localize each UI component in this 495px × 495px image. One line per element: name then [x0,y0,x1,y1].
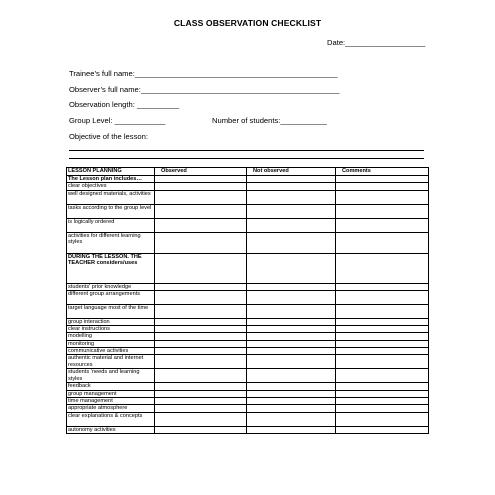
row-criterion: monitoring [67,340,155,347]
table-row [67,253,429,283]
row-criterion: group interaction [67,318,155,325]
header-not-observed: Not observed [247,168,336,176]
comments-cell[interactable] [336,318,429,325]
table-row [67,426,429,433]
row-criterion: different group arrangements [67,290,155,304]
observed-cell[interactable] [155,190,247,204]
observed-cell[interactable] [155,318,247,325]
row-criterion: well designed materials, activities [67,190,155,204]
observed-cell[interactable] [155,412,247,426]
not-observed-cell[interactable] [247,348,336,355]
observed-cell[interactable] [155,253,247,283]
observed-cell[interactable] [155,204,247,218]
row-criterion: students ‘needs and learning styles [67,369,155,383]
table-row [67,290,429,304]
not-observed-cell[interactable] [247,318,336,325]
comments-cell[interactable] [336,283,429,290]
row-criterion: time management [67,397,155,404]
table-row [67,218,429,232]
not-observed-cell[interactable] [247,283,336,290]
table-body [67,176,429,434]
table-row [67,369,429,383]
not-observed-cell[interactable] [247,190,336,204]
table-row [67,397,429,404]
table-row [67,355,429,369]
table-row [67,318,429,325]
table-row [67,390,429,397]
trainee-name-field[interactable]: Trainee’s full name:________________________________________________ [69,69,338,78]
table-header-row [67,168,429,176]
table-row [67,405,429,412]
comments-cell[interactable] [336,355,429,369]
page-title: CLASS OBSERVATION CHECKLIST [173,18,322,28]
row-criterion: is logically ordered [67,218,155,232]
not-observed-cell[interactable] [247,204,336,218]
comments-cell[interactable] [336,190,429,204]
observed-cell[interactable] [155,304,247,318]
objective-label: Objective of the lesson: [69,132,148,141]
row-criterion: feedback [67,383,155,390]
comments-cell[interactable] [336,183,429,190]
comments-cell[interactable] [336,390,429,397]
table-row [67,183,429,190]
not-observed-cell[interactable] [247,333,336,340]
objective-line-1[interactable] [69,150,424,151]
row-criterion: authentic material and internet resources [67,355,155,369]
row-criterion: clear instructions [67,326,155,333]
not-observed-cell[interactable] [247,397,336,404]
observed-cell[interactable] [155,369,247,383]
comments-cell[interactable] [336,218,429,232]
header-comments: Comments [336,168,429,176]
observation-checklist-table [66,167,429,434]
comments-cell[interactable] [336,426,429,433]
comments-cell[interactable] [336,412,429,426]
table-row [67,340,429,347]
row-criterion: DURING THE LESSON. THE TEACHER considers/uses [67,253,155,283]
table-row [67,304,429,318]
header-observed: Observed [155,168,247,176]
observed-cell[interactable] [155,383,247,390]
row-criterion: autonomy activities [67,426,155,433]
observed-cell[interactable] [155,183,247,190]
comments-cell[interactable] [336,348,429,355]
row-criterion: tasks according to the group level [67,204,155,218]
not-observed-cell[interactable] [247,426,336,433]
observed-cell[interactable] [155,326,247,333]
objective-line-2[interactable] [69,158,424,159]
comments-cell[interactable] [336,383,429,390]
comments-cell[interactable] [336,290,429,304]
observed-cell[interactable] [155,218,247,232]
observed-cell[interactable] [155,340,247,347]
row-criterion: group management [67,390,155,397]
comments-cell[interactable] [336,176,429,183]
number-of-students-field[interactable]: Number of students:___________ [212,116,327,125]
table-row [67,204,429,218]
comments-cell[interactable] [336,232,429,253]
not-observed-cell[interactable] [247,290,336,304]
not-observed-cell[interactable] [247,218,336,232]
row-criterion: appropriate atmosphere [67,405,155,412]
observed-cell[interactable] [155,290,247,304]
not-observed-cell[interactable] [247,304,336,318]
table-row [67,412,429,426]
comments-cell[interactable] [336,204,429,218]
not-observed-cell[interactable] [247,176,336,183]
observer-name-field[interactable]: Observer’s full name:_______________________________________________ [69,85,340,94]
row-criterion: The Lesson plan includes… [67,176,155,183]
observed-cell[interactable] [155,176,247,183]
row-criterion: modelling [67,333,155,340]
row-criterion: target language most of the time [67,304,155,318]
not-observed-cell[interactable] [247,412,336,426]
header-lesson-planning: LESSON PLANNING [67,168,155,176]
not-observed-cell[interactable] [247,369,336,383]
table-row [67,348,429,355]
row-criterion: communicative activities [67,348,155,355]
observed-cell[interactable] [155,355,247,369]
not-observed-cell[interactable] [247,232,336,253]
comments-cell[interactable] [336,333,429,340]
table-row [67,176,429,183]
observed-cell[interactable] [155,426,247,433]
comments-cell[interactable] [336,304,429,318]
not-observed-cell[interactable] [247,253,336,283]
observed-cell[interactable] [155,405,247,412]
observed-cell[interactable] [155,232,247,253]
observed-cell[interactable] [155,333,247,340]
group-level-field[interactable]: Group Level: ____________ [69,116,166,125]
date-field[interactable]: Date:___________________ [327,38,426,47]
row-criterion: students’ prior knowledge [67,283,155,290]
table-row [67,383,429,390]
table-row [67,190,429,204]
observed-cell[interactable] [155,397,247,404]
table-row [67,326,429,333]
comments-cell[interactable] [336,326,429,333]
not-observed-cell[interactable] [247,183,336,190]
table-row [67,333,429,340]
observed-cell[interactable] [155,283,247,290]
observation-length-field[interactable]: Observation length: __________ [69,100,180,109]
not-observed-cell[interactable] [247,326,336,333]
not-observed-cell[interactable] [247,340,336,347]
table-row [67,283,429,290]
not-observed-cell[interactable] [247,390,336,397]
comments-cell[interactable] [336,397,429,404]
comments-cell[interactable] [336,253,429,283]
row-criterion: clear explanations & concepts [67,412,155,426]
table-row [67,232,429,253]
not-observed-cell[interactable] [247,355,336,369]
observed-cell[interactable] [155,390,247,397]
observed-cell[interactable] [155,348,247,355]
comments-cell[interactable] [336,405,429,412]
not-observed-cell[interactable] [247,405,336,412]
row-criterion: activities for different learning styles [67,232,155,253]
row-criterion: clear objectives [67,183,155,190]
not-observed-cell[interactable] [247,383,336,390]
comments-cell[interactable] [336,369,429,383]
comments-cell[interactable] [336,340,429,347]
